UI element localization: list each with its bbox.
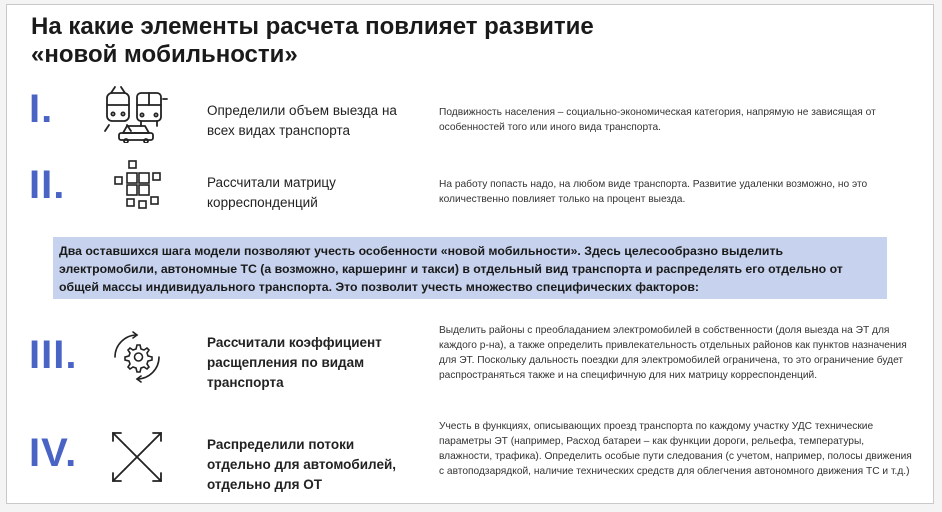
step-3-description: Выделить районы с преобладанием электромобилей в собственности (доля выезда на ЭТ для каждого р-на), а также определить привлекательность отдельных районов как пунктов назначения для ЭТ. Поскольку дальность поездки для электромобилей ограничена, то это ограничение будет распространяться также и на специфичную для них матрицу корреспонденций.: [439, 325, 907, 381]
step-4-numeral: IV.: [29, 431, 78, 475]
step-2-description: На работу попасть надо, на любом виде транспорта. Развитие удаленки возможно, но это количественно повлияет только на процент выезда.: [439, 179, 868, 205]
info-banner: Два оставшихся шага модели позволяют учесть особенности «новой мобильности». Здесь целесообразно выделить электромобили, автономные ТС (а возможно, каршеринг и такси) в отдельный вид транспорта и распределять его отдельно от общей массы индивидуального транспорта. Это позволит учесть множество специфических факторов:: [53, 237, 887, 299]
title-line-2: «новой мобильности»: [31, 41, 298, 68]
step-1-description: Подвижность населения – социально-экономическая категория, напрямую не зависящая от особенностей того или иного вида транспорта.: [439, 107, 876, 133]
page-title: [31, 13, 594, 69]
title-line-1: На какие элементы расчета повлияет развитие: [31, 13, 594, 40]
step-4-description: Учесть в функциях, описывающих проезд транспорта по каждому участку УДС технические параметры ЭТ (например, Расход батареи – как функции дороги, рельефа, температуры, влажности, трафика). Определить особые пути следования (с учетом, например, полосы движения с автоподзарядкой, наличие технических средств для облегчения автономного движения ТС и т.д.): [439, 421, 912, 477]
slide: [6, 4, 934, 504]
step-2-label: Рассчитали матрицу корреспонденций: [207, 175, 336, 210]
gear-cycle-icon: [101, 327, 173, 387]
step-1-label: Определили объем выезда на всех видах транспорта: [207, 103, 397, 138]
step-3-label: Рассчитали коэффициент расщепления по видам транспорта: [207, 335, 382, 390]
step-1-numeral: I.: [29, 87, 54, 131]
step-3-numeral: III.: [29, 333, 78, 377]
expand-arrows-icon: [101, 427, 173, 487]
step-4-label: Распределили потоки отдельно для автомобилей, отдельно для ОТ: [207, 437, 396, 492]
step-2-numeral: II.: [29, 163, 66, 207]
matrix-icon: [101, 159, 173, 219]
transport-icon: [101, 83, 173, 143]
